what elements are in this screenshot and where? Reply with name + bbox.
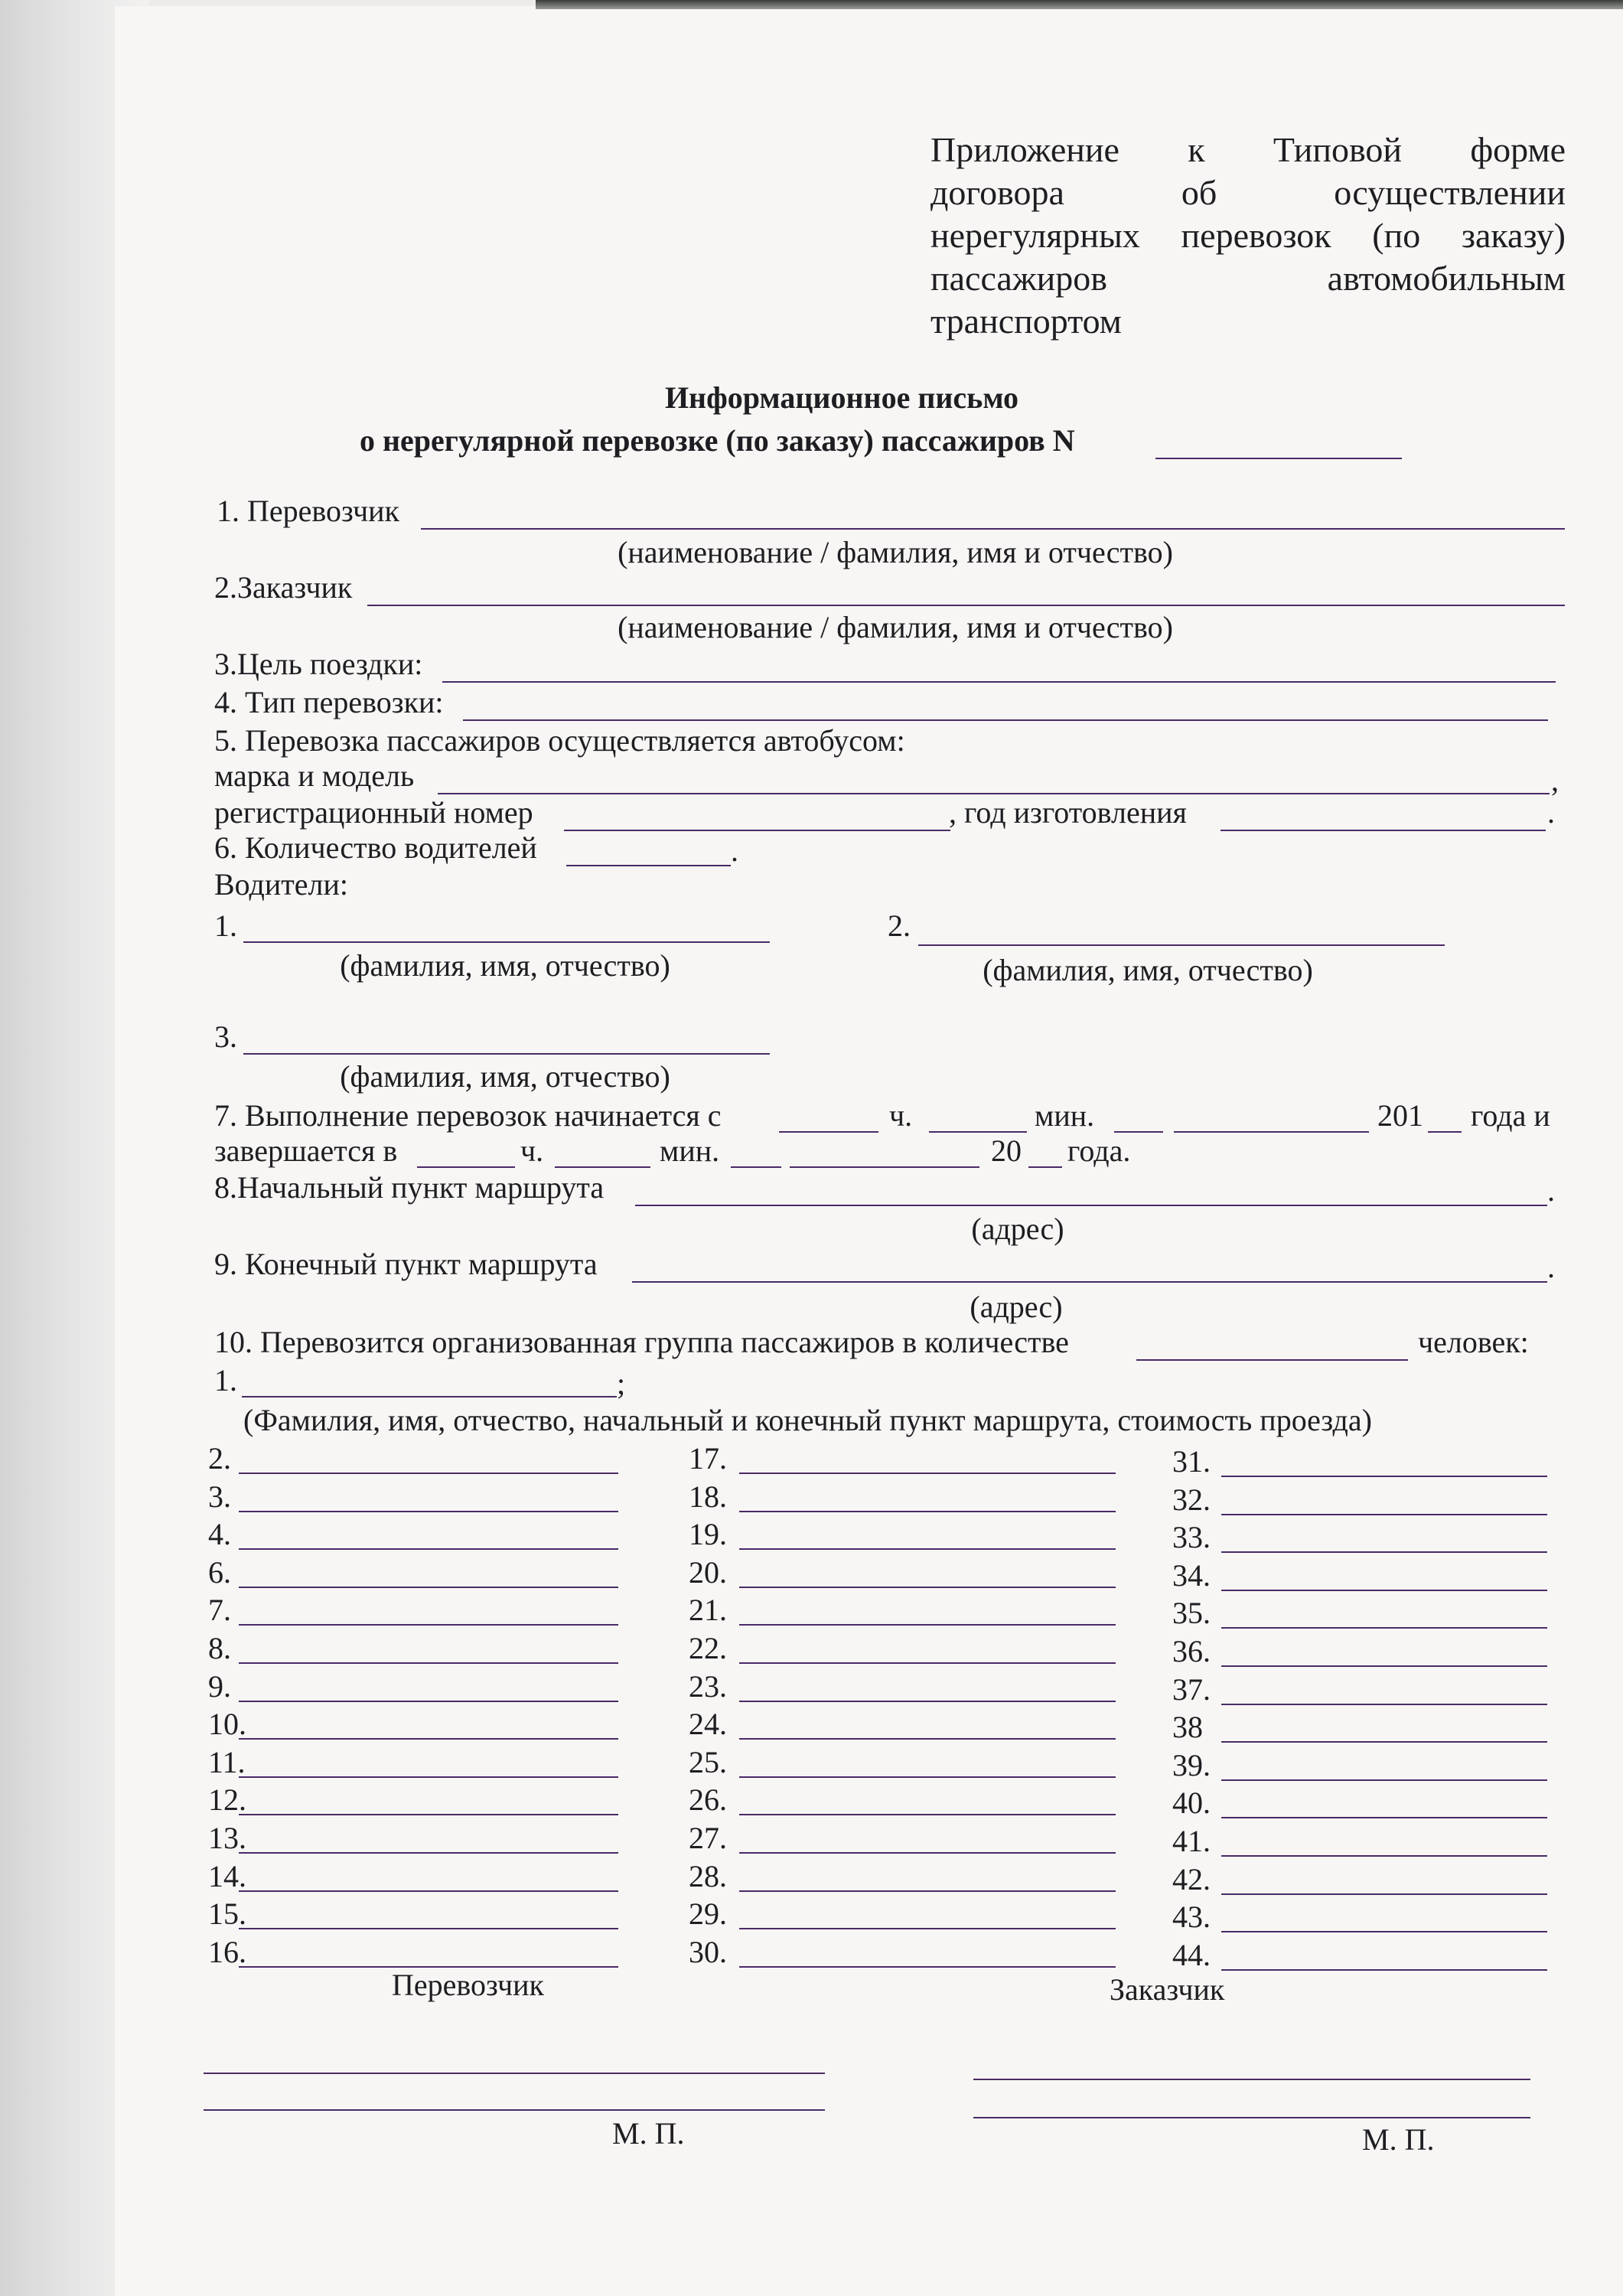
start-label: 7. Выполнение перевозок начинается с (214, 1098, 722, 1133)
end-year-suffix: года. (1067, 1133, 1131, 1168)
regnum-label: регистрационный номер (214, 795, 533, 830)
passenger-row-number: 29. (689, 1896, 727, 1932)
scan-edge (536, 0, 1623, 9)
driver1-caption: (фамилия, имя, отчество) (340, 948, 670, 983)
attachment-line: транспортом (930, 302, 1122, 341)
carrier-signature-line-2[interactable] (204, 2109, 825, 2111)
origin-label: 8.Начальный пункт маршрута (214, 1170, 605, 1205)
passenger-row-field[interactable] (1221, 1741, 1547, 1743)
passenger-row-number: 12. (208, 1782, 246, 1818)
passenger-first-end: ; (617, 1366, 626, 1401)
regnum-field[interactable] (564, 830, 950, 831)
carrier-label: 1. Перевозчик (217, 494, 399, 528)
passenger-row-number: 26. (689, 1782, 727, 1818)
passenger-row-number: 40. (1172, 1786, 1211, 1821)
passenger-row-field[interactable] (739, 1624, 1116, 1626)
group-label: 10. Перевозится организованная группа пассажиров в количестве (214, 1325, 1069, 1359)
document-subtitle: о нерегулярной перевозке (по заказу) пассажиров N (360, 423, 1075, 458)
attachment-line: Приложение к Типовой форме (930, 130, 1566, 169)
end-month-field[interactable] (790, 1166, 979, 1168)
passenger-row-field[interactable] (739, 1928, 1116, 1929)
driver3-number: 3. (214, 1019, 237, 1054)
passenger-row-number: 13. (208, 1821, 246, 1855)
passenger-row-field[interactable] (739, 1662, 1116, 1664)
driver3-field[interactable] (243, 1053, 770, 1055)
passenger-row-number: 32. (1172, 1482, 1211, 1517)
passenger-row-number: 22. (689, 1631, 727, 1665)
passenger-row-field[interactable] (239, 1814, 618, 1815)
passenger-row-field[interactable] (1221, 1893, 1547, 1895)
end-minute-unit: мин. (660, 1133, 720, 1168)
letter-number-field[interactable] (1155, 458, 1402, 459)
passenger-row-number: 43. (1172, 1900, 1211, 1935)
customer-signature-line-2[interactable] (973, 2117, 1530, 2118)
make-label: марка и модель (214, 758, 415, 793)
passenger-row-number: 7. (208, 1593, 231, 1628)
passenger-row-number: 2. (208, 1441, 231, 1476)
passenger-row-number: 36. (1172, 1634, 1211, 1668)
passenger-row-number: 21. (689, 1593, 727, 1628)
passenger-row-number: 14. (208, 1858, 246, 1893)
bus-label: 5. Перевозка пассажиров осуществляется автобусом: (214, 723, 905, 758)
passenger-row-field[interactable] (739, 1890, 1116, 1892)
passenger-row-number: 44. (1172, 1937, 1211, 1972)
passenger-row-number: 16. (208, 1934, 246, 1969)
start-year-suffix: года и (1471, 1098, 1550, 1133)
transport-type-field[interactable] (463, 719, 1548, 721)
passenger-row-number: 3. (208, 1479, 231, 1514)
passenger-first-field[interactable] (242, 1396, 617, 1397)
start-hour-field[interactable] (779, 1131, 878, 1133)
passenger-row-field[interactable] (739, 1587, 1116, 1588)
customer-signature-label: Заказчик (1110, 1972, 1225, 2007)
attachment-line: нерегулярных перевозок (по заказу) (930, 216, 1566, 255)
make-model-field[interactable] (438, 793, 1550, 794)
carrier-signature-label: Перевозчик (392, 1968, 544, 2002)
passenger-row-field[interactable] (1221, 1514, 1547, 1515)
passenger-row-field[interactable] (239, 1701, 618, 1702)
passenger-row-number: 11. (208, 1744, 246, 1779)
passenger-row-field[interactable] (1221, 1779, 1547, 1781)
carrier-signature-line[interactable] (204, 2073, 825, 2074)
passenger-row-field[interactable] (239, 1587, 618, 1588)
passenger-row-number: 28. (689, 1858, 727, 1893)
passenger-row-field[interactable] (739, 1852, 1116, 1854)
end-hour-field[interactable] (417, 1166, 515, 1168)
customer-field[interactable] (367, 605, 1565, 606)
carrier-stamp-mark: М. П. (612, 2116, 685, 2151)
start-day-field[interactable] (1114, 1131, 1163, 1133)
passenger-row-field[interactable] (239, 1776, 618, 1778)
destination-field[interactable] (632, 1281, 1547, 1283)
passenger-row-number: 17. (689, 1441, 727, 1476)
end-year-prefix: 20 (991, 1133, 1022, 1168)
passenger-row-field[interactable] (739, 1738, 1116, 1740)
carrier-caption: (наименование / фамилия, имя и отчество) (618, 535, 1173, 569)
purpose-label: 3.Цель поездки: (214, 647, 423, 681)
origin-period: . (1547, 1173, 1555, 1208)
passenger-row-number: 18. (689, 1479, 727, 1514)
attachment-line: пассажиров автомобильным (930, 259, 1566, 298)
passenger-row-field[interactable] (239, 1473, 618, 1474)
driver1-number: 1. (214, 908, 237, 943)
start-minute-field[interactable] (929, 1131, 1027, 1133)
passenger-row-field[interactable] (739, 1966, 1116, 1968)
drivers-count-label: 6. Количество водителей (214, 830, 537, 865)
passenger-row-field[interactable] (239, 1890, 618, 1892)
passenger-row-number: 8. (208, 1631, 231, 1665)
driver2-caption: (фамилия, имя, отчество) (983, 953, 1313, 987)
passenger-row-number: 41. (1172, 1824, 1211, 1858)
passenger-row-number: 27. (689, 1821, 727, 1855)
passenger-row-field[interactable] (1221, 1476, 1547, 1477)
passenger-row-field[interactable] (239, 1511, 618, 1512)
passenger-row-field[interactable] (739, 1776, 1116, 1778)
passenger-row-number: 38 (1172, 1710, 1203, 1745)
passenger-row-field[interactable] (1221, 1627, 1547, 1629)
passenger-row-number: 37. (1172, 1671, 1211, 1707)
origin-caption: (адрес) (971, 1212, 1064, 1246)
passenger-row-field[interactable] (239, 1738, 618, 1740)
destination-caption: (адрес) (970, 1290, 1063, 1324)
year-field[interactable] (1221, 830, 1546, 831)
passenger-row-number: 42. (1172, 1861, 1211, 1896)
passenger-row-field[interactable] (1221, 1855, 1547, 1857)
passenger-row-number: 34. (1172, 1557, 1211, 1593)
passenger-row-field[interactable] (1221, 1817, 1547, 1818)
destination-label: 9. Конечный пункт маршрута (214, 1247, 598, 1281)
customer-signature-line[interactable] (973, 2079, 1530, 2080)
attachment-line: договора об осуществлении (930, 173, 1566, 212)
start-hour-unit: ч. (889, 1098, 913, 1133)
purpose-field[interactable] (442, 681, 1556, 683)
start-month-field[interactable] (1174, 1131, 1369, 1133)
driver2-field[interactable] (918, 944, 1445, 946)
start-minute-unit: мин. (1035, 1098, 1095, 1133)
end-minute-field[interactable] (555, 1166, 650, 1168)
passenger-first-number: 1. (214, 1363, 237, 1397)
driver2-number: 2. (888, 908, 911, 943)
customer-label: 2.Заказчик (214, 570, 353, 605)
customer-stamp-mark: М. П. (1362, 2122, 1435, 2157)
passenger-row-number: 15. (208, 1896, 246, 1932)
end-label: завершается в (214, 1133, 398, 1168)
passenger-row-number: 19. (689, 1517, 727, 1552)
passenger-row-field[interactable] (739, 1701, 1116, 1702)
passenger-row-number: 10. (208, 1707, 246, 1742)
passenger-caption: (Фамилия, имя, отчество, начальный и конечный пункт маршрута, стоимость проезда) (243, 1403, 1372, 1437)
passenger-row-number: 35. (1172, 1596, 1211, 1631)
passenger-row-field[interactable] (739, 1548, 1116, 1550)
drivers-count-period: . (731, 833, 738, 868)
driver1-field[interactable] (243, 941, 770, 943)
year-label: , год изготовления (949, 795, 1187, 830)
start-year-prefix: 201 (1377, 1098, 1423, 1133)
passenger-row-number: 20. (689, 1554, 727, 1590)
passenger-row-field[interactable] (239, 1662, 618, 1664)
passenger-row-number: 33. (1172, 1520, 1211, 1555)
end-year-field[interactable] (1028, 1166, 1062, 1168)
carrier-field[interactable] (421, 528, 1565, 530)
passenger-row-field[interactable] (239, 1852, 618, 1854)
passenger-row-number: 31. (1172, 1444, 1211, 1479)
passenger-row-number: 23. (689, 1668, 727, 1704)
passenger-row-field[interactable] (739, 1511, 1116, 1512)
passenger-row-field[interactable] (239, 1624, 618, 1626)
passenger-row-field[interactable] (1221, 1551, 1547, 1553)
passenger-row-field[interactable] (239, 1928, 618, 1929)
passenger-row-field[interactable] (739, 1473, 1116, 1474)
passenger-row-number: 30. (689, 1934, 727, 1969)
passenger-row-field[interactable] (1221, 1590, 1547, 1591)
year-period: . (1547, 795, 1555, 830)
passenger-row-field[interactable] (239, 1548, 618, 1550)
attachment-note (930, 129, 1566, 343)
passenger-row-field[interactable] (739, 1814, 1116, 1815)
make-comma: , (1551, 763, 1559, 797)
drivers-count-field[interactable] (566, 865, 731, 866)
passenger-row-number: 25. (689, 1744, 727, 1779)
group-count-field[interactable] (1136, 1359, 1408, 1361)
passenger-row-field[interactable] (1221, 1704, 1547, 1705)
passenger-row-number: 4. (208, 1517, 231, 1552)
passenger-row-number: 6. (208, 1554, 231, 1590)
customer-caption: (наименование / фамилия, имя и отчество) (618, 610, 1173, 644)
group-unit: человек: (1418, 1325, 1529, 1359)
passenger-row-number: 9. (208, 1668, 231, 1704)
passenger-row-field[interactable] (1221, 1931, 1547, 1932)
passenger-row-number: 39. (1172, 1747, 1211, 1782)
passenger-row-number: 24. (689, 1707, 727, 1742)
transport-type-label: 4. Тип перевозки: (214, 685, 444, 719)
document-title: Информационное письмо (664, 380, 1019, 415)
destination-period: . (1547, 1250, 1555, 1284)
passenger-row-field[interactable] (1221, 1969, 1547, 1971)
passenger-row-field[interactable] (1221, 1665, 1547, 1667)
end-day-field[interactable] (731, 1166, 781, 1168)
origin-field[interactable] (635, 1205, 1547, 1206)
end-hour-unit: ч. (520, 1133, 544, 1168)
start-year-field[interactable] (1428, 1131, 1462, 1133)
driver3-caption: (фамилия, имя, отчество) (340, 1059, 670, 1094)
drivers-label: Водители: (214, 867, 348, 902)
